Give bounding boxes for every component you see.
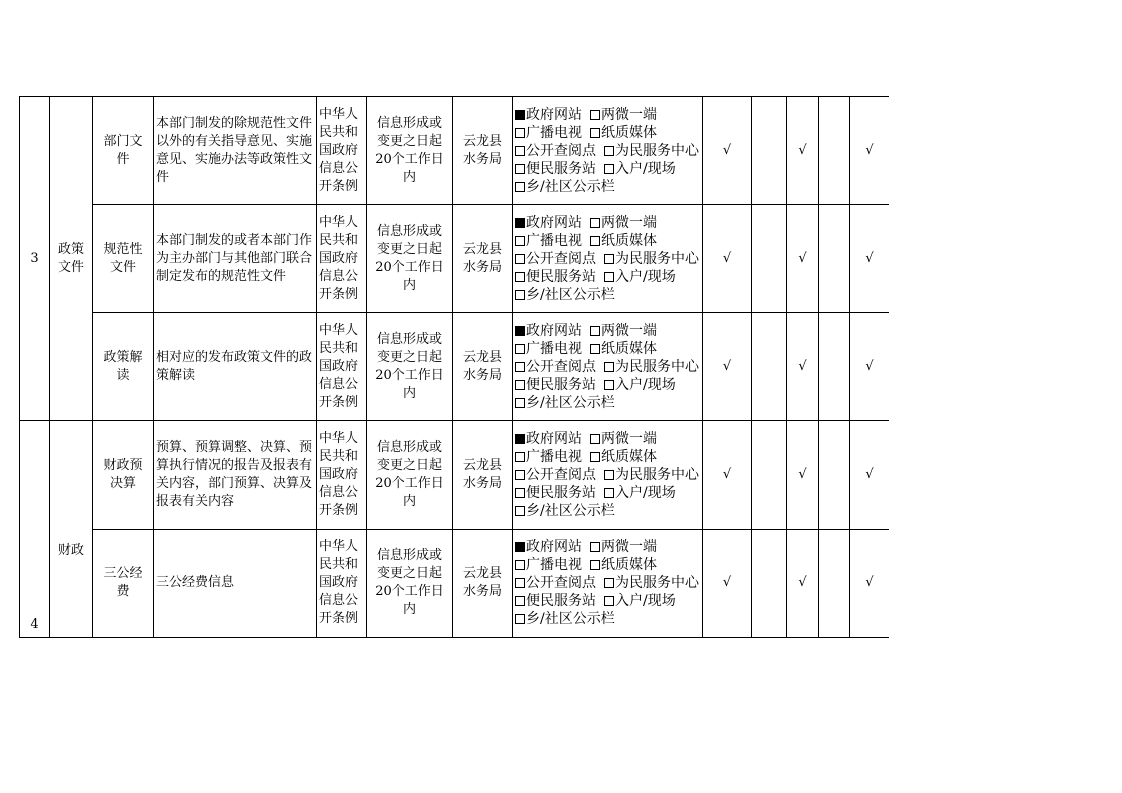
channel-option xyxy=(604,161,676,177)
check-mark: √ xyxy=(850,97,890,205)
check-mark: √ xyxy=(787,205,819,313)
subject: 云龙县水务局 xyxy=(453,421,513,530)
channel-label: 乡/社区公示栏 xyxy=(526,286,615,303)
item-name: 三公经费 xyxy=(93,529,154,638)
disclosure-table xyxy=(19,96,889,638)
channel-label: 乡/社区公示栏 xyxy=(526,178,615,195)
unchecked-box-icon xyxy=(515,182,525,192)
channel-option xyxy=(604,359,699,375)
unchecked-box-icon xyxy=(604,596,614,606)
channel-option xyxy=(604,143,699,159)
channel-option xyxy=(604,467,699,483)
channel-label: 入户/现场 xyxy=(615,593,676,610)
channel-line xyxy=(515,502,702,520)
unchecked-box-icon xyxy=(515,596,525,606)
channel-line xyxy=(515,466,702,484)
unchecked-box-icon xyxy=(515,560,525,570)
channel-line xyxy=(515,286,702,304)
unchecked-box-icon xyxy=(515,452,525,462)
channel-option xyxy=(590,449,657,465)
channel-label: 入户/现场 xyxy=(615,268,676,285)
channel-list xyxy=(513,97,703,205)
channel-label: 广播电视 xyxy=(526,232,582,249)
channel-option xyxy=(515,107,582,123)
unchecked-box-icon xyxy=(590,560,600,570)
channel-option xyxy=(515,377,596,393)
channel-label: 两微一端 xyxy=(601,430,657,447)
channel-line xyxy=(515,142,702,160)
channel-label: 纸质媒体 xyxy=(601,340,657,357)
channel-label: 为民服务中心 xyxy=(615,250,699,267)
basis: 中华人民共和国政府信息公开条例 xyxy=(317,205,367,313)
unchecked-box-icon xyxy=(590,344,600,354)
unchecked-box-icon xyxy=(515,254,525,264)
check-mark: √ xyxy=(703,205,752,313)
channel-label: 纸质媒体 xyxy=(601,448,657,465)
basis: 中华人民共和国政府信息公开条例 xyxy=(317,313,367,421)
item-name: 规范性文件 xyxy=(93,205,154,313)
unchecked-box-icon xyxy=(604,254,614,264)
channel-option xyxy=(515,215,582,231)
item-name: 政策解读 xyxy=(93,313,154,421)
channel-option xyxy=(515,557,582,573)
channel-label: 广播电视 xyxy=(526,124,582,141)
unchecked-box-icon xyxy=(604,470,614,480)
channel-option xyxy=(515,287,615,303)
channel-label: 政府网站 xyxy=(526,214,582,231)
channel-option xyxy=(604,593,676,609)
channel-label: 政府网站 xyxy=(526,430,582,447)
channel-line xyxy=(515,538,702,556)
unchecked-box-icon xyxy=(604,272,614,282)
subject: 云龙县水务局 xyxy=(453,205,513,313)
channel-option xyxy=(515,359,596,375)
channel-option xyxy=(515,467,596,483)
item-content: 本部门制发的或者本部门作为主办部门与其他部门联合制定发布的规范性文件 xyxy=(154,205,317,313)
channel-line xyxy=(515,574,702,592)
item-name: 财政预决算 xyxy=(93,421,154,530)
channel-label: 两微一端 xyxy=(601,322,657,339)
checked-box-icon xyxy=(515,110,525,120)
channel-line xyxy=(515,178,702,196)
channel-label: 纸质媒体 xyxy=(601,557,657,574)
channel-label: 纸质媒体 xyxy=(601,124,657,141)
channel-line xyxy=(515,106,702,124)
channel-option xyxy=(590,431,657,447)
channel-label: 政府网站 xyxy=(526,106,582,123)
unchecked-box-icon xyxy=(515,164,525,174)
unchecked-box-icon xyxy=(515,488,525,498)
item-content: 三公经费信息 xyxy=(154,529,317,638)
channel-option xyxy=(590,125,657,141)
channel-list xyxy=(513,421,703,530)
channel-option xyxy=(515,125,582,141)
unchecked-box-icon xyxy=(590,326,600,336)
channel-label: 入户/现场 xyxy=(615,160,676,177)
table-row xyxy=(20,529,890,638)
channel-option xyxy=(515,449,582,465)
unchecked-box-icon xyxy=(515,398,525,408)
channel-option xyxy=(604,269,676,285)
unchecked-box-icon xyxy=(604,488,614,498)
subject: 云龙县水务局 xyxy=(453,313,513,421)
channel-label: 便民服务站 xyxy=(526,376,596,393)
channel-label: 为民服务中心 xyxy=(615,142,699,159)
channel-label: 便民服务站 xyxy=(526,484,596,501)
subject: 云龙县水务局 xyxy=(453,529,513,638)
subject: 云龙县水务局 xyxy=(453,97,513,205)
channel-option xyxy=(515,395,615,411)
unchecked-box-icon xyxy=(590,218,600,228)
channel-option xyxy=(515,503,615,519)
channel-label: 为民服务中心 xyxy=(615,466,699,483)
check-mark: √ xyxy=(787,97,819,205)
group-name: 财政 xyxy=(57,543,84,558)
unchecked-box-icon xyxy=(515,290,525,300)
checked-box-icon xyxy=(515,434,525,444)
check-mark: √ xyxy=(850,529,890,638)
channel-line xyxy=(515,322,702,340)
channel-option xyxy=(515,611,615,627)
check-mark: √ xyxy=(850,205,890,313)
time-limit: 信息形成或变更之日起20个工作日内 xyxy=(367,421,453,530)
channel-option xyxy=(515,269,596,285)
channel-label: 公开查阅点 xyxy=(526,250,596,267)
channel-line xyxy=(515,160,702,178)
unchecked-box-icon xyxy=(515,506,525,516)
channel-line xyxy=(515,214,702,232)
channel-label: 入户/现场 xyxy=(615,376,676,393)
channel-line xyxy=(515,358,702,376)
channel-line xyxy=(515,376,702,394)
unchecked-box-icon xyxy=(604,164,614,174)
checked-box-icon xyxy=(515,542,525,552)
channel-label: 乡/社区公示栏 xyxy=(526,611,615,628)
channel-label: 便民服务站 xyxy=(526,160,596,177)
unchecked-box-icon xyxy=(515,578,525,588)
channel-option xyxy=(515,251,596,267)
channel-line xyxy=(515,592,702,610)
channel-label: 两微一端 xyxy=(601,106,657,123)
channel-option xyxy=(515,539,582,555)
channel-option xyxy=(604,485,676,501)
channel-option xyxy=(604,575,699,591)
unchecked-box-icon xyxy=(590,542,600,552)
basis: 中华人民共和国政府信息公开条例 xyxy=(317,529,367,638)
channel-line xyxy=(515,610,702,628)
channel-option xyxy=(590,341,657,357)
unchecked-box-icon xyxy=(604,362,614,372)
table-row xyxy=(20,97,890,205)
unchecked-box-icon xyxy=(515,380,525,390)
channel-line xyxy=(515,394,702,412)
unchecked-box-icon xyxy=(515,344,525,354)
unchecked-box-icon xyxy=(590,434,600,444)
channel-option xyxy=(515,593,596,609)
unchecked-box-icon xyxy=(590,128,600,138)
channel-option xyxy=(604,377,676,393)
channel-label: 乡/社区公示栏 xyxy=(526,394,615,411)
unchecked-box-icon xyxy=(604,380,614,390)
channel-line xyxy=(515,340,702,358)
channel-option xyxy=(590,233,657,249)
channel-label: 两微一端 xyxy=(601,539,657,556)
channel-list xyxy=(513,205,703,313)
channel-line xyxy=(515,232,702,250)
channel-line xyxy=(515,250,702,268)
unchecked-box-icon xyxy=(604,578,614,588)
basis: 中华人民共和国政府信息公开条例 xyxy=(317,421,367,530)
unchecked-box-icon xyxy=(515,470,525,480)
channel-label: 纸质媒体 xyxy=(601,232,657,249)
unchecked-box-icon xyxy=(515,128,525,138)
channel-option xyxy=(590,539,657,555)
channel-label: 政府网站 xyxy=(526,322,582,339)
unchecked-box-icon xyxy=(515,236,525,246)
unchecked-box-icon xyxy=(604,146,614,156)
channel-option xyxy=(590,215,657,231)
time-limit: 信息形成或变更之日起20个工作日内 xyxy=(367,313,453,421)
channel-option xyxy=(515,575,596,591)
checked-box-icon xyxy=(515,218,525,228)
channel-label: 公开查阅点 xyxy=(526,466,596,483)
channel-label: 广播电视 xyxy=(526,448,582,465)
channel-option xyxy=(515,143,596,159)
channel-label: 便民服务站 xyxy=(526,593,596,610)
channel-line xyxy=(515,430,702,448)
unchecked-box-icon xyxy=(590,236,600,246)
checked-box-icon xyxy=(515,326,525,336)
channel-list xyxy=(513,529,703,638)
channel-label: 政府网站 xyxy=(526,539,582,556)
check-mark: √ xyxy=(850,313,890,421)
item-name: 部门文件 xyxy=(93,97,154,205)
channel-option xyxy=(515,485,596,501)
channel-label: 公开查阅点 xyxy=(526,358,596,375)
unchecked-box-icon xyxy=(515,146,525,156)
unchecked-box-icon xyxy=(515,272,525,282)
channel-option xyxy=(590,557,657,573)
item-content: 本部门制发的除规范性文件以外的有关指导意见、实施意见、实施办法等政策性文件 xyxy=(154,97,317,205)
unchecked-box-icon xyxy=(515,362,525,372)
time-limit: 信息形成或变更之日起20个工作日内 xyxy=(367,97,453,205)
channel-label: 公开查阅点 xyxy=(526,142,596,159)
channel-label: 乡/社区公示栏 xyxy=(526,502,615,519)
time-limit: 信息形成或变更之日起20个工作日内 xyxy=(367,205,453,313)
group-number: 3 xyxy=(20,97,50,421)
group-number: 4 xyxy=(30,617,39,632)
channel-option xyxy=(515,341,582,357)
channel-line xyxy=(515,268,702,286)
channel-label: 为民服务中心 xyxy=(615,358,699,375)
channel-label: 广播电视 xyxy=(526,340,582,357)
channel-option xyxy=(604,251,699,267)
item-content: 相对应的发布政策文件的政策解读 xyxy=(154,313,317,421)
channel-list xyxy=(513,313,703,421)
basis: 中华人民共和国政府信息公开条例 xyxy=(317,97,367,205)
channel-option xyxy=(515,431,582,447)
check-mark: √ xyxy=(703,421,752,530)
channel-option xyxy=(515,323,582,339)
channel-line xyxy=(515,448,702,466)
channel-line xyxy=(515,124,702,142)
channel-option xyxy=(590,107,657,123)
channel-option xyxy=(590,323,657,339)
check-mark: √ xyxy=(787,313,819,421)
channel-option xyxy=(515,179,615,195)
check-mark: √ xyxy=(703,529,752,638)
check-mark: √ xyxy=(703,97,752,205)
group-name: 政策文件 xyxy=(50,97,93,421)
channel-label: 入户/现场 xyxy=(615,484,676,501)
channel-label: 为民服务中心 xyxy=(615,575,699,592)
table-row xyxy=(20,205,890,313)
check-mark: √ xyxy=(703,313,752,421)
check-mark: √ xyxy=(850,421,890,530)
item-content: 预算、预算调整、决算、预算执行情况的报告及报表有关内容，部门预算、决算及报表有关内容 xyxy=(154,421,317,530)
unchecked-box-icon xyxy=(590,452,600,462)
channel-label: 便民服务站 xyxy=(526,268,596,285)
channel-option xyxy=(515,161,596,177)
channel-label: 两微一端 xyxy=(601,214,657,231)
time-limit: 信息形成或变更之日起20个工作日内 xyxy=(367,529,453,638)
channel-option xyxy=(515,233,582,249)
channel-label: 广播电视 xyxy=(526,557,582,574)
table-row xyxy=(20,313,890,421)
channel-label: 公开查阅点 xyxy=(526,575,596,592)
channel-line xyxy=(515,556,702,574)
channel-line xyxy=(515,484,702,502)
table-row xyxy=(20,421,890,530)
unchecked-box-icon xyxy=(515,614,525,624)
unchecked-box-icon xyxy=(590,110,600,120)
check-mark: √ xyxy=(787,421,819,530)
check-mark: √ xyxy=(787,529,819,638)
